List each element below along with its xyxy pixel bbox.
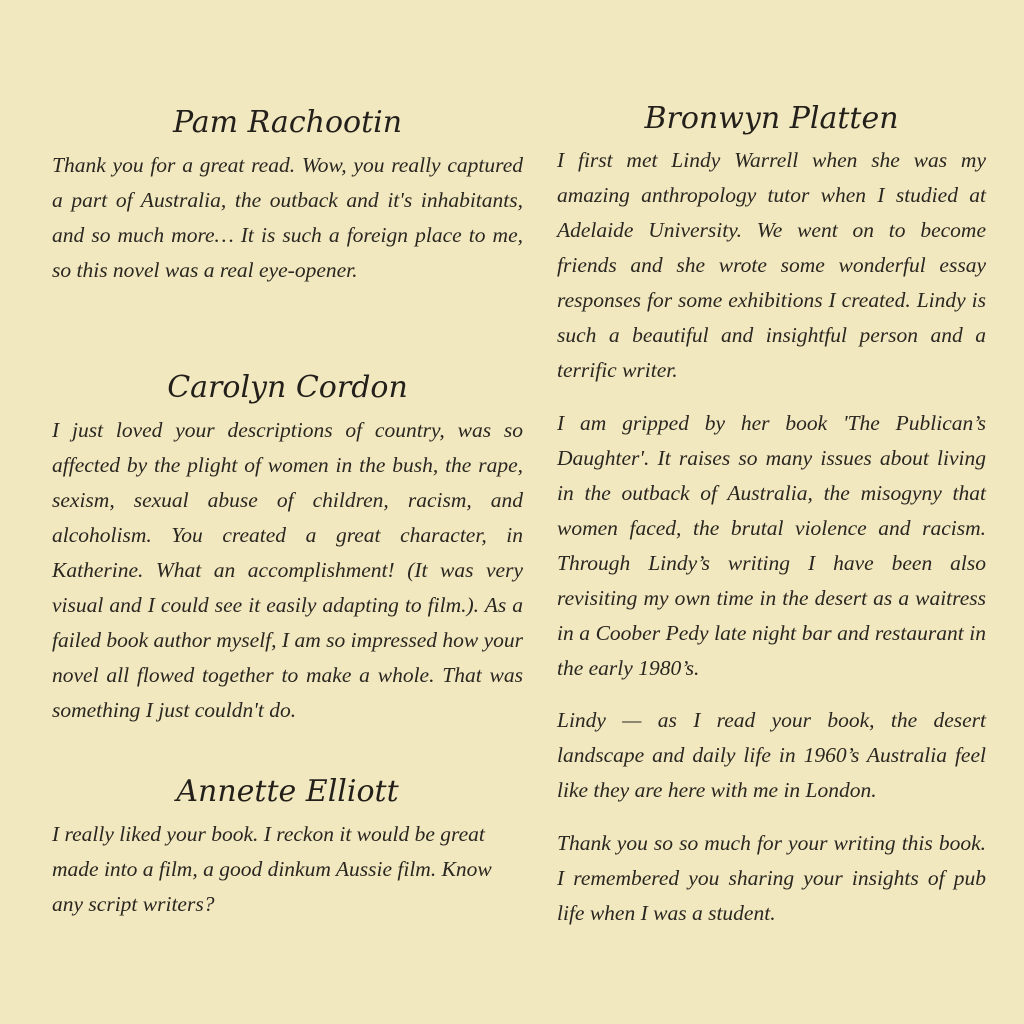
review-paragraph-4: Thank you so so much for your writing this book. I remembered you sharing your insights of pub life when I was a student.	[557, 831, 986, 925]
review-text-carolyn-cordon: I just loved your descriptions of country, was so affected by the plight of women in the bush, the rape, sexism, sexual abuse of children, racism, and alcoholism. You created a great character, in Katherine. What an accomplishment! (It was very visual and I could see it easily adapting to film.). As a failed book author myself, I am so impressed how your novel all flowed together to make a whole. That was something I just couldn't do.	[52, 418, 523, 722]
reviewer-name-bronwyn-platten: Bronwyn Platten	[644, 101, 899, 136]
review-paragraph-1: I first met Lindy Warrell when she was my amazing anthropology tutor when I studied at Adelaide University. We went on to become friends and she wrote some wonderful essay responses for some exhibitions I created. Lindy is such a beautiful and insightful person and a terrific writer.	[557, 148, 986, 382]
review-paragraph-2: I am gripped by her book 'The Publican’s Daughter'. It raises so many issues about living in the outback of Australia, the misogyny that women faced, the brutal violence and racism. Through Lindy’s writing I have been also revisiting my own time in the desert as a waitress in a Coober Pedy late night bar and restaurant in the early 1980’s.	[557, 411, 986, 680]
reviewer-name-carolyn-cordon: Carolyn Cordon	[167, 370, 408, 405]
reviewer-name-pam-rachootin: Pam Rachootin	[172, 105, 403, 140]
review-paragraph-3: Lindy — as I read your book, the desert landscape and daily life in 1960’s Australia feel like they are here with me in London.	[557, 708, 986, 802]
review-text-pam-rachootin: Thank you for a great read. Wow, you really captured a part of Australia, the outback and it's inhabitants, and so much more… It is such a foreign place to me, so this novel was a real eye-opener.	[52, 153, 523, 282]
review-text-annette-elliott: I really liked your book. I reckon it would be great made into a film, a good dinkum Aussie film. Know any script writers?	[52, 822, 492, 916]
reviewer-name-annette-elliott: Annette Elliott	[176, 774, 399, 809]
